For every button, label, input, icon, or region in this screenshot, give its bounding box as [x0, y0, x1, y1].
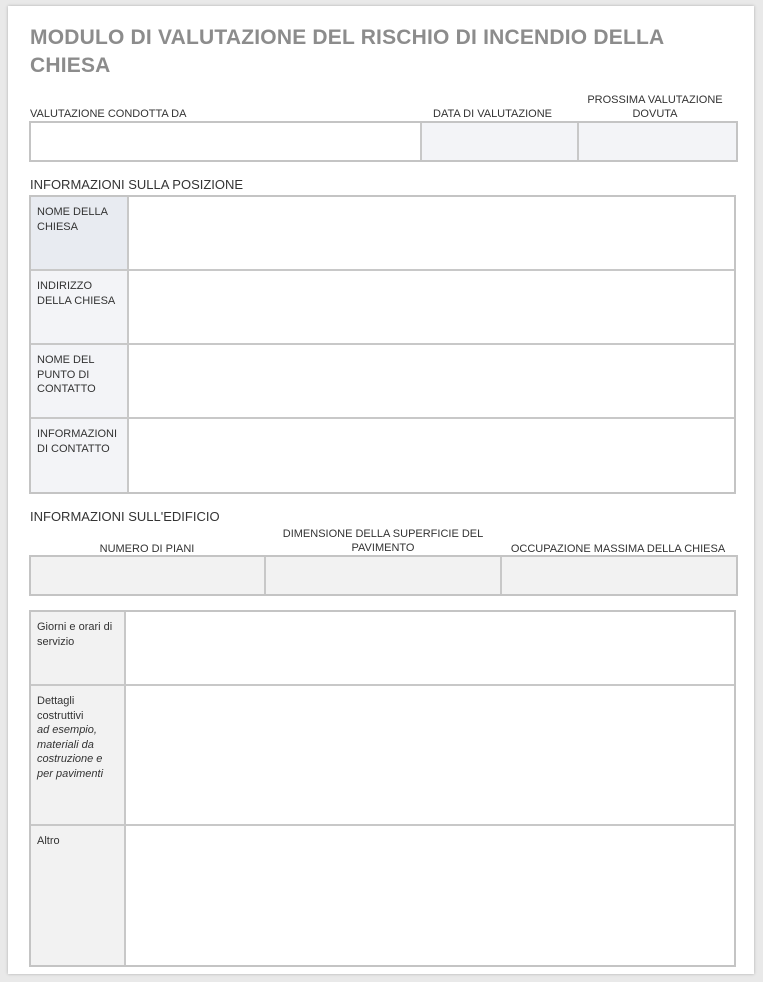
- building-section-heading: INFORMAZIONI SULL'EDIFICIO: [30, 509, 220, 524]
- label-next-assessment-due: PROSSIMA VALUTAZIONE DOVUTA: [587, 94, 723, 120]
- label-conducted-by: VALUTAZIONE CONDOTTA DA: [30, 108, 187, 120]
- details-table: [29, 610, 736, 967]
- other-label: Altro: [31, 826, 126, 965]
- construction-details-field[interactable]: [126, 686, 734, 824]
- location-section-heading: INFORMAZIONI SULLA POSIZIONE: [30, 177, 244, 192]
- document-page: [8, 6, 754, 974]
- table-row: [31, 419, 734, 492]
- assessment-date-field[interactable]: [422, 123, 579, 160]
- table-row: [31, 826, 734, 965]
- church-address-field[interactable]: [129, 271, 734, 343]
- contact-name-field[interactable]: [129, 345, 734, 417]
- conducted-by-field[interactable]: [31, 123, 422, 160]
- contact-name-label: NOME DEL PUNTO DI CONTATTO: [31, 345, 129, 417]
- table-row: [31, 271, 734, 345]
- construction-details-label: [31, 686, 126, 824]
- construction-details-title: Dettagli costruttivi: [37, 695, 84, 722]
- label-max-occupancy: OCCUPAZIONE MASSIMA DELLA CHIESA: [510, 543, 726, 555]
- contact-info-field[interactable]: [129, 419, 734, 492]
- max-occupancy-field[interactable]: [502, 557, 736, 594]
- page-title: MODULO DI VALUTAZIONE DEL RISCHIO DI INCENDIO DELLA CHIESA: [30, 26, 664, 77]
- service-times-label: Giorni e orari di servizio: [31, 612, 126, 684]
- number-of-floors-field[interactable]: [31, 557, 266, 594]
- next-assessment-field[interactable]: [579, 123, 736, 160]
- assessment-fields: [29, 121, 738, 162]
- label-number-of-floors: NUMERO DI PIANI: [99, 543, 195, 555]
- construction-details-hint: ad esempio, materiali da costruzione e per pavimenti: [37, 724, 104, 780]
- other-field[interactable]: [126, 826, 734, 965]
- contact-info-label: INFORMAZIONI DI CONTATTO: [31, 419, 129, 492]
- location-table: [29, 195, 736, 494]
- building-fields: [29, 555, 738, 596]
- church-address-label: INDIRIZZO DELLA CHIESA: [31, 271, 129, 343]
- church-name-field[interactable]: [129, 197, 734, 269]
- table-row: [31, 612, 734, 686]
- table-row: [31, 686, 734, 826]
- church-name-label: NOME DELLA CHIESA: [31, 197, 129, 269]
- label-floor-area: DIMENSIONE DELLA SUPERFICIE DEL PAVIMENTO: [282, 528, 484, 554]
- table-row: [31, 197, 734, 271]
- floor-area-field[interactable]: [266, 557, 502, 594]
- label-assessment-date: DATA DI VALUTAZIONE: [433, 108, 552, 120]
- service-times-field[interactable]: [126, 612, 734, 684]
- table-row: [31, 345, 734, 419]
